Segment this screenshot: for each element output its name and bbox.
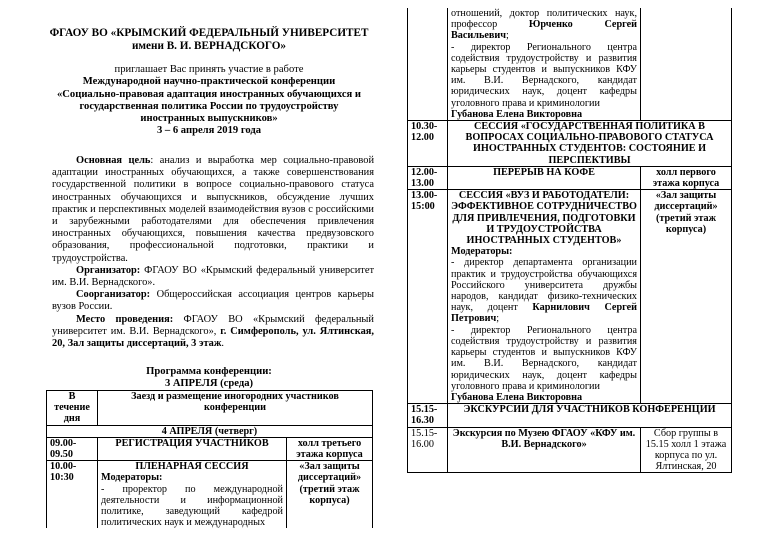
goal-paragraph bbox=[52, 155, 374, 265]
session1-time: 10.30-12.00 bbox=[408, 121, 448, 167]
cont-cell bbox=[448, 8, 641, 121]
session2-name2: Губанова Елена Викторовна bbox=[451, 391, 583, 403]
day1-time: В течение дня bbox=[47, 391, 98, 426]
coorganizer-text: Общероссийская ассоциация центров карьеры вузов России. bbox=[52, 289, 374, 313]
session2-title: СЕССИЯ «ВУЗ И РАБОТОДАТЕЛИ: ЭФФЕКТИВНОЕ СОТРУДНИЧЕСТВО ДЛЯ ПРИВЛЕЧЕНИЯ, ПОДГОТОВКИ И ТРУДОУСТРОЙСТВА ИНОСТРАННЫХ СТУДЕНТОВ» bbox=[451, 190, 637, 247]
registration-title: РЕГИСТРАЦИЯ УЧАСТНИКОВ bbox=[98, 437, 287, 460]
goal-label: Основная цель bbox=[76, 155, 151, 166]
session2-text1-body: - директор департамента организации практик и трудоустройства обучающихся Российского университета дружбы народов, кандидат физико-технических наук, доцент bbox=[451, 257, 637, 314]
goal-text: : анализ и выработка мер социально-правовой адаптации иностранных обучающихся, а также совершенствования государственной политики в вопросе социально-правового статуса иностранных обучающихся и выпускников, обсуждение лучших практик и перспективных моделей взаимодействия вузов с российскими и зарубежными работодателями для обеспечения привлечения иностранных обучающихся, повышения качества предвузовского образования, профессиональной подготовки, практики и трудоустройства. bbox=[52, 155, 374, 264]
organizer-label: Организатор: bbox=[76, 264, 141, 276]
program-table-left bbox=[46, 390, 373, 528]
cont-text-body: отношений, доктор политических наук, профессор bbox=[451, 8, 637, 31]
org-name-line1: ФГАОУ ВО «КРЫМСКИЙ ФЕДЕРАЛЬНЫЙ УНИВЕРСИТЕТ bbox=[49, 27, 369, 39]
museum-time: 15.15-16.00 bbox=[408, 427, 448, 473]
conference-dates: 3 – 6 апреля 2019 года bbox=[156, 125, 262, 137]
venue-paragraph bbox=[52, 314, 374, 351]
conference-line3: государственная политика России по трудоустройству bbox=[79, 100, 339, 112]
program-table-right bbox=[407, 8, 732, 473]
org-name-line2: имени В. И. ВЕРНАДСКОГО» bbox=[131, 40, 287, 52]
session2-place: «Зал защиты диссертаций» (третий этаж корпуса) bbox=[641, 190, 732, 404]
excursion-time: 15.15-16.30 bbox=[408, 404, 448, 427]
day1-event: Заезд и размещение иногородних участников конференции bbox=[98, 391, 373, 426]
session1-title: СЕССИЯ «ГОСУДАРСТВЕННАЯ ПОЛИТИКА В ВОПРОСАХ СОЦИАЛЬНО-ПРАВОВОГО СТАТУСА ИНОСТРАННЫХ СТУДЕНТОВ: СОСТОЯНИЕ И ПЕРСПЕКТИВЫ bbox=[448, 121, 732, 167]
plenary-moderators: Модераторы: bbox=[101, 472, 163, 484]
session2-name1: Карнилович Сергей Петрович bbox=[451, 302, 638, 325]
plenary-cell bbox=[98, 461, 287, 529]
museum-place: Сбор группы в 15.15 холл 1 этажа корпуса по ул. Ялтинская, 20 bbox=[641, 427, 732, 473]
plenary-place: «Зал защиты диссертаций» (третий этаж корпуса) bbox=[287, 461, 373, 529]
cont-name2: Губанова Елена Викторовна bbox=[451, 108, 583, 120]
conference-line4: иностранных выпускников» bbox=[140, 113, 278, 125]
plenary-text: - проректор по международной деятельности и информационной политике, заведующий кафедрой политических наук и международных bbox=[101, 483, 283, 529]
venue-text: ФГАОУ ВО «Крымский федеральный университет им. В.И. Вернадского», bbox=[52, 313, 374, 337]
coffee-title: ПЕРЕРЫВ НА КОФЕ bbox=[448, 166, 641, 189]
coffee-place: холл первого этажа корпуса bbox=[641, 166, 732, 189]
organizer-text: ФГАОУ ВО «Крымский федеральный университет им. В.И. Вернадского». bbox=[52, 264, 374, 289]
museum-title: Экскурсия по Музею ФГАОУ «КФУ им. В.И. Вернадского» bbox=[448, 427, 641, 473]
registration-time: 09.00-09.50 bbox=[47, 437, 98, 460]
cont-name: Юрченко Сергей Васильевич bbox=[451, 19, 637, 42]
plenary-time: 10.00-10:30 bbox=[47, 461, 98, 529]
session2-time: 13.00-15:00 bbox=[408, 190, 448, 404]
coffee-time: 12.00-13.00 bbox=[408, 166, 448, 189]
cont-text2: - директор Регионального центра содействия трудоустройству и развития карьеры студентов и выпускников КФУ им. В.И. Вернадского, кандидат юридических наук, доцент кафедры уголовного права и криминологии bbox=[451, 41, 637, 109]
invite-text: приглашает Вас принять участие в работе bbox=[114, 64, 304, 75]
cont-time bbox=[408, 8, 448, 121]
venue-label: Место проведения: bbox=[76, 313, 174, 325]
organizer-paragraph bbox=[52, 265, 374, 289]
excursion-title: ЭКСКУРСИИ ДЛЯ УЧАСТНИКОВ КОНФЕРЕНЦИИ bbox=[448, 404, 732, 427]
session2-text1: - директор департамента организации практик и трудоустройства обучающихся Российского университета дружбы народов, кандидат физико-технических наук, доцент Карнилович Сергей Петрович; bbox=[451, 257, 638, 325]
session2-text2: - директор Регионального центра содействия трудоустройству и развития карьеры студентов и выпускников КФУ им. В.И. Вернадского, кандидат юридических наук, доцент кафедры уголовного права и криминологии bbox=[451, 324, 637, 392]
venue-end: . bbox=[221, 338, 225, 350]
coorganizer-paragraph bbox=[52, 289, 374, 313]
registration-place: холл третьего этажа корпуса bbox=[287, 437, 373, 460]
session2-cell bbox=[448, 190, 641, 404]
plenary-title: ПЛЕНАРНАЯ СЕССИЯ bbox=[135, 461, 249, 473]
coorganizer-label: Соорганизатор: bbox=[76, 289, 151, 301]
session2-moderators: Модераторы: bbox=[451, 246, 513, 258]
cont-place bbox=[641, 8, 732, 121]
day1-heading: 3 АПРЕЛЯ (среда) bbox=[164, 378, 254, 389]
cont-text: отношений, доктор политических наук, профессор Юрченко Сергей Васильевич; bbox=[451, 8, 637, 42]
program-title: Программа конференции: bbox=[146, 366, 272, 377]
conference-line1: Международной научно-практической конференции bbox=[82, 76, 336, 88]
day2-heading: 4 АПРЕЛЯ (четверг) bbox=[47, 425, 373, 437]
conference-line2: «Социально-правовая адаптация иностранных обучающихся и bbox=[56, 88, 362, 100]
venue-address: г. Симферополь, ул. Ялтинская, 20, Зал защиты диссертаций, 3 этаж bbox=[52, 325, 374, 350]
